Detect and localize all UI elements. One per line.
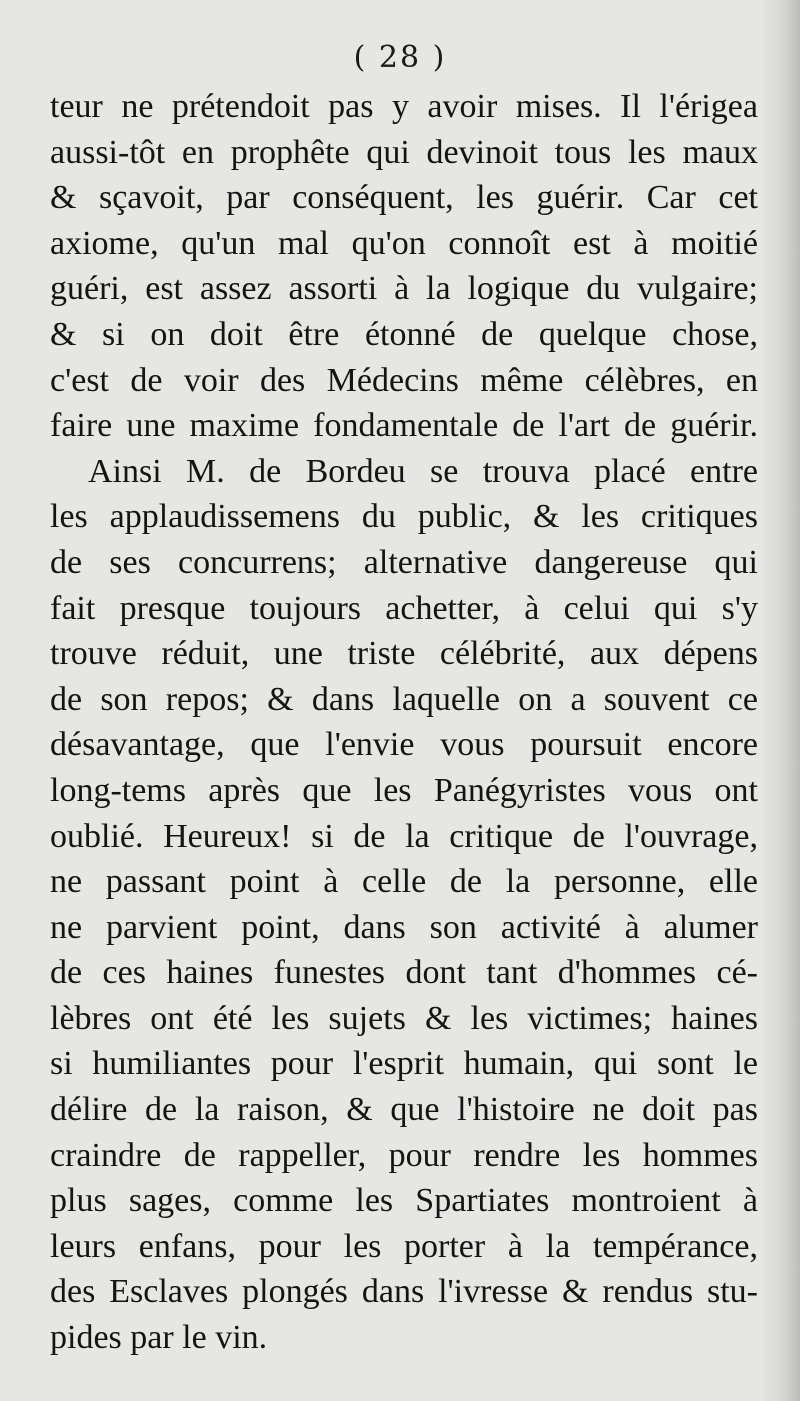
text-line: c'est de voir des Médecins même célèbres, en bbox=[50, 361, 758, 399]
paragraph-start-line: Ainsi M. de Bordeu se trouva placé entre bbox=[88, 452, 758, 490]
text-line: de ces haines funestes dont tant d'hommes cé- bbox=[50, 954, 758, 992]
text-line: des Esclaves plongés dans l'ivresse & rendus stu- bbox=[50, 1273, 758, 1311]
text-line: si humiliantes pour l'esprit humain, qui sont le bbox=[50, 1045, 758, 1083]
text-line: désavantage, que l'envie vous poursuit encore bbox=[50, 726, 758, 764]
text-line: teur ne prétendoit pas y avoir mises. Il l'érigea bbox=[50, 88, 758, 125]
text-line: fait presque toujours achetter, à celui qui s'y bbox=[50, 589, 758, 627]
text-line: délire de la raison, & que l'histoire ne doit pas bbox=[50, 1091, 758, 1129]
text-line: long-tems après que les Panégyristes vous ont bbox=[50, 771, 758, 809]
text-line: leurs enfans, pour les porter à la tempérance, bbox=[50, 1227, 758, 1265]
text-line: & si on doit être étonné de quelque chose, bbox=[50, 315, 758, 353]
text-line: de son repos; & dans laquelle on a souvent ce bbox=[50, 680, 758, 718]
text-line: plus sages, comme les Spartiates montroient à bbox=[50, 1182, 758, 1220]
text-line: ne parvient point, dans son activité à alumer bbox=[50, 908, 758, 946]
text-line: de ses concurrens; alternative dangereuse qui bbox=[50, 543, 758, 581]
body-text bbox=[50, 84, 758, 1361]
page-number: ( 28 ) bbox=[353, 40, 447, 75]
text-line: craindre de rappeller, pour rendre les hommes bbox=[50, 1136, 758, 1174]
text-line: faire une maxime fondamentale de l'art de guérir. bbox=[50, 407, 758, 445]
text-line: aussi-tôt en prophête qui devinoit tous les maux bbox=[50, 133, 758, 171]
text-line: guéri, est assez assorti à la logique du vulgaire; bbox=[50, 270, 758, 308]
text-line: les applaudissemens du public, & les critiques bbox=[50, 498, 758, 536]
text-line: trouve réduit, une triste célébrité, aux dépens bbox=[50, 635, 758, 673]
text-line: pides par le vin. bbox=[50, 1319, 268, 1357]
text-line: ne passant point à celle de la personne, elle bbox=[50, 863, 758, 901]
page-edge-shadow bbox=[760, 0, 800, 1401]
text-line: & sçavoit, par conséquent, les guérir. Car cet bbox=[50, 179, 758, 217]
text-line: lèbres ont été les sujets & les victimes; haines bbox=[50, 999, 758, 1037]
text-line: axiome, qu'un mal qu'on connoît est à moitié bbox=[50, 224, 758, 262]
text-line: oublié. Heureux! si de la critique de l'ouvrage, bbox=[50, 817, 758, 855]
